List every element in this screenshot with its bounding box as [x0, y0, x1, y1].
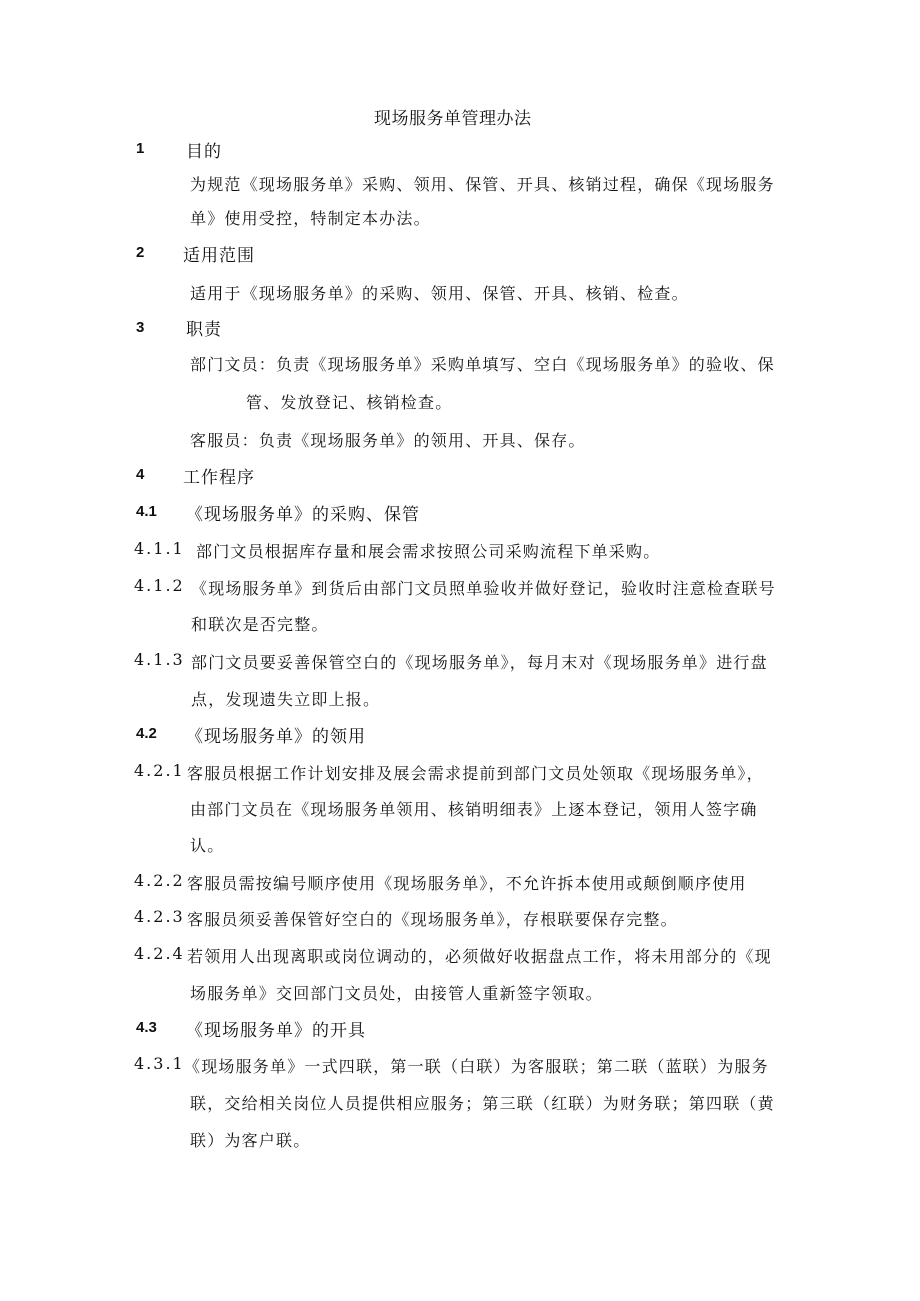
para-4-3-1-line-3: 联）为客户联。 — [190, 1131, 311, 1150]
para-4-3-1-number: 4.3.1 — [134, 1054, 185, 1073]
page-title: 现场服务单管理办法 — [374, 109, 532, 129]
section-2-line-1: 适用于《现场服务单》的采购、领用、保管、开具、核销、检查。 — [190, 284, 689, 303]
section-3-heading: 职责 — [186, 320, 222, 340]
section-4-heading: 工作程序 — [183, 468, 255, 488]
section-2-heading: 适用范围 — [183, 246, 255, 266]
section-4-3-number: 4.3 — [136, 1019, 157, 1036]
section-4-1-number: 4.1 — [136, 503, 157, 520]
section-3-line-3: 客服员：负责《现场服务单》的领用、开具、保存。 — [190, 431, 586, 450]
section-3-line-1: 部门文员：负责《现场服务单》采购单填写、空白《现场服务单》的验收、保 — [190, 355, 775, 374]
para-4-2-3-number: 4.2.3 — [134, 907, 185, 926]
para-4-1-1-line-1: 部门文员根据库存量和展会需求按照公司采购流程下单采购。 — [196, 542, 661, 561]
para-4-3-1-line-2: 联，交给相关岗位人员提供相应服务；第三联（红联）为财务联；第四联（黄 — [190, 1094, 775, 1113]
para-4-1-2-number: 4.1.2 — [134, 576, 185, 595]
section-3-number: 3 — [136, 319, 145, 336]
para-4-2-2-line-1: 客服员需按编号顺序使用《现场服务单》，不允许拆本使用或颠倒顺序使用 — [187, 874, 747, 893]
para-4-2-1-line-3: 认。 — [190, 836, 225, 855]
para-4-3-1-line-1: 《现场服务单》一式四联，第一联（白联）为客服联；第二联（蓝联）为服务 — [184, 1057, 769, 1076]
section-3-line-2: 管、发放登记、核销检查。 — [246, 393, 453, 412]
para-4-1-2-line-2: 和联次是否完整。 — [191, 615, 329, 634]
para-4-1-3-line-2: 点，发现遗失立即上报。 — [191, 690, 381, 709]
para-4-1-2-line-1: 《现场服务单》到货后由部门文员照单验收并做好登记，验收时注意检查联号 — [191, 579, 776, 598]
section-4-2-heading: 《现场服务单》的领用 — [186, 727, 366, 747]
para-4-2-1-line-2: 由部门文员在《现场服务单领用、核销明细表》上逐本登记，领用人签字确 — [190, 800, 758, 819]
section-4-1-heading: 《现场服务单》的采购、保管 — [186, 505, 420, 525]
para-4-2-4-line-2: 场服务单》交回部门文员处，由接管人重新签字领取。 — [190, 984, 603, 1003]
section-2-number: 2 — [136, 244, 145, 261]
section-1-line-2: 单》使用受控，特制定本办法。 — [190, 209, 431, 228]
section-1-line-1: 为规范《现场服务单》采购、领用、保管、开具、核销过程，确保《现场服务 — [190, 175, 775, 194]
para-4-2-3-line-1: 客服员须妥善保管好空白的《现场服务单》，存根联要保存完整。 — [187, 910, 678, 929]
section-4-number: 4 — [136, 466, 145, 483]
para-4-2-1-line-1: 客服员根据工作计划安排及展会需求提前到部门文员处领取《现场服务单》， — [187, 764, 764, 783]
para-4-2-4-number: 4.2.4 — [134, 944, 185, 963]
para-4-1-3-number: 4.1.3 — [134, 650, 185, 669]
para-4-2-4-line-1: 若领用人出现离职或岗位调动的，必须做好收据盘点工作，将未用部分的《现 — [187, 947, 772, 966]
para-4-2-1-number: 4.2.1 — [134, 761, 185, 780]
section-4-2-number: 4.2 — [136, 725, 157, 742]
section-4-3-heading: 《现场服务单》的开具 — [186, 1021, 366, 1041]
section-1-heading: 目的 — [186, 142, 222, 162]
para-4-2-2-number: 4.2.2 — [134, 871, 185, 890]
para-4-1-1-number: 4.1.1 — [134, 539, 185, 558]
section-1-number: 1 — [136, 140, 145, 157]
para-4-1-3-line-1: 部门文员要妥善保管空白的《现场服务单》，每月末对《现场服务单》进行盘 — [191, 653, 768, 672]
